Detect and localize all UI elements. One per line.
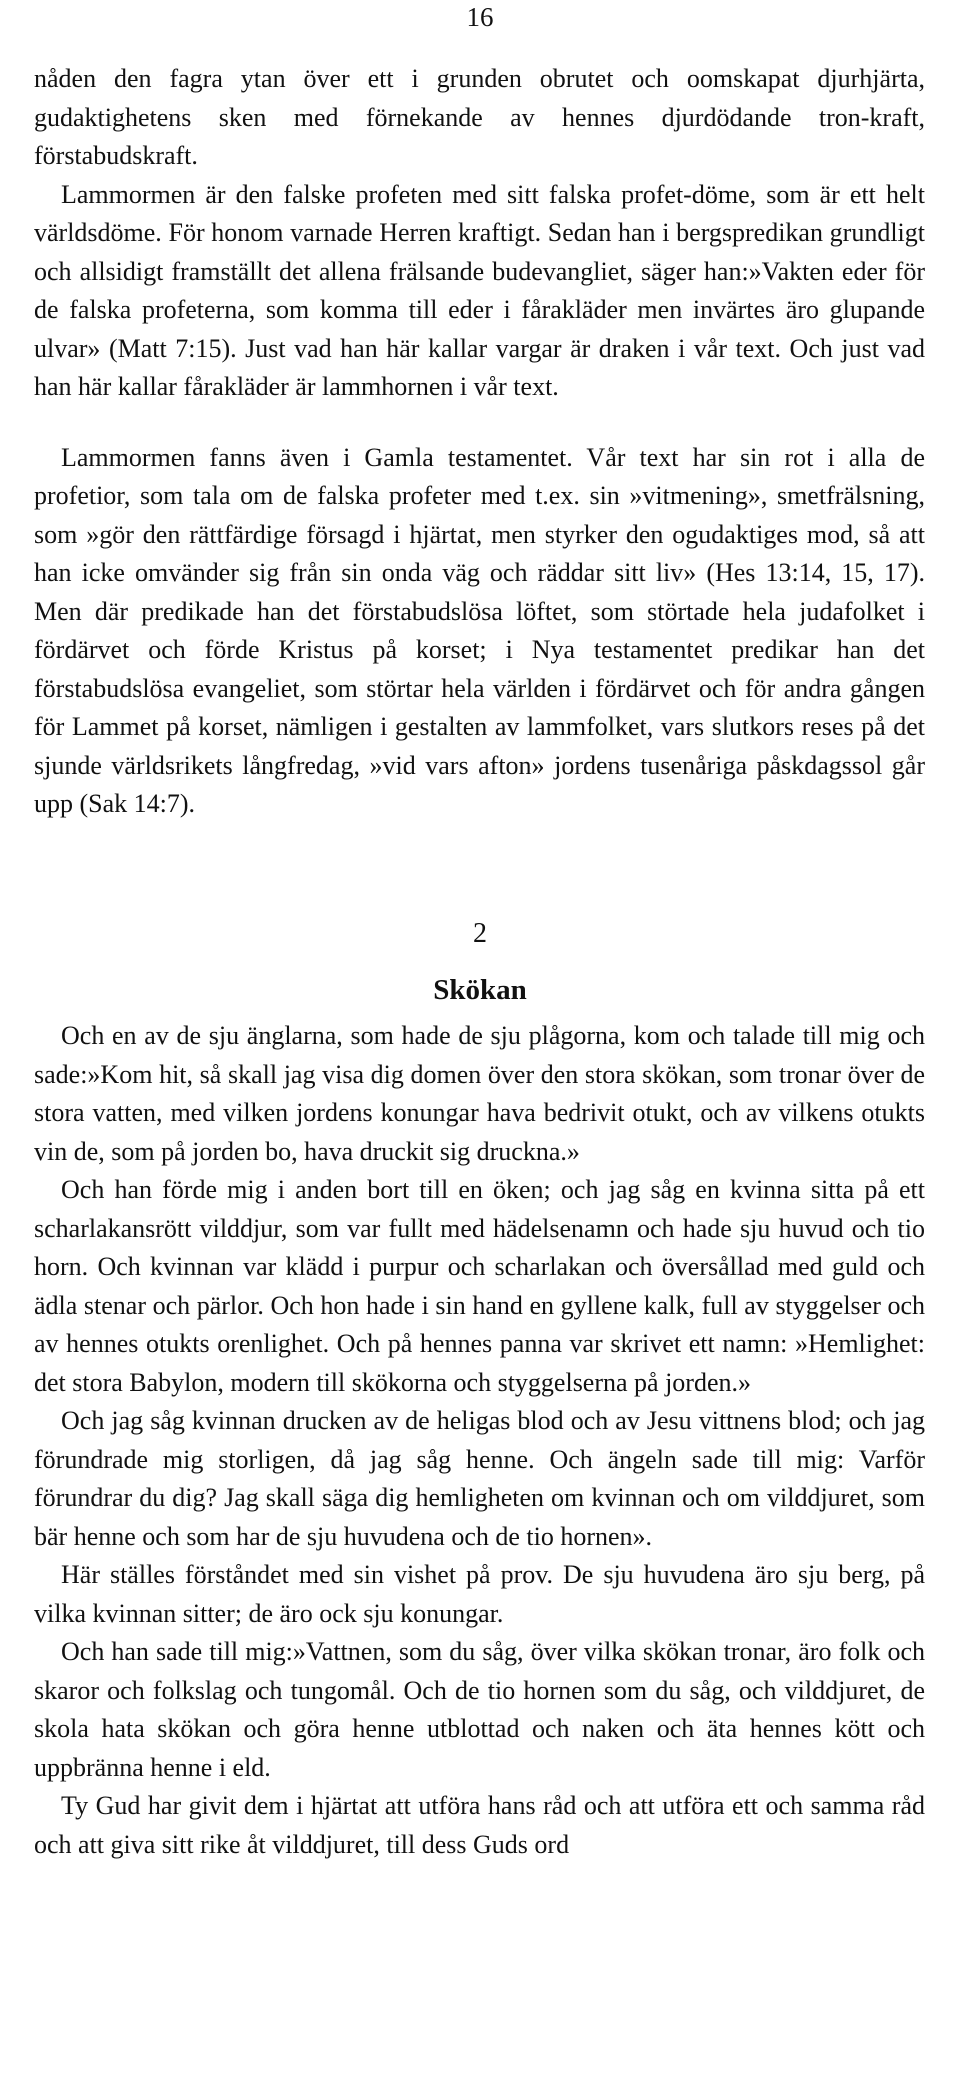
paragraph: Och han förde mig i anden bort till en öken; och jag såg en kvinna sitta på ett scharlakansrött vilddjur, som var fullt med hädelsenamn och hade sju huvud och tio horn. Och kvinnan var klädd i purpur och scharlakan och översållad med guld och ädla stenar och pärlor. Och hon hade i sin hand en gyllene kalk, full av styggelser och av hennes otukts orenlighet. Och på hennes panna var skrivet ett namn: »Hemlighet: det stora Babylon, modern till skökorna och styggelserna på jorden.» (34, 1175, 925, 1397)
paragraph: nåden den fagra ytan över ett i grunden obrutet och oomskapat djurhjärta, gudaktighetens sken med förnekande av hennes djurdödande tron-kraft, förstabudskraft. (34, 64, 925, 170)
section-one-text (34, 60, 925, 824)
paragraph: Här ställes förståndet med sin vishet på prov. De sju huvudena äro sju berg, på vilka kvinnan sitter; de äro ock sju konungar. (34, 1560, 925, 1628)
chapter-number: 2 (473, 918, 487, 949)
paragraph: Och han sade till mig:»Vattnen, som du såg, över vilka skökan tronar, äro folk och skaror och folkslag och tungomål. Och de tio hornen som du såg, och vilddjuret, de skola hata skökan och göra henne utblottad och naken och äta hennes kött och uppbränna henne i eld. (34, 1637, 925, 1782)
paragraph-gap (34, 407, 925, 439)
paragraph: Lammormen är den falske profeten med sitt falska profet-döme, som är ett helt världsdöme. För honom varnade Herren kraftigt. Sedan han i bergspredikan grundligt och allsidigt framställt det allena frälsande budevangliet, säger han:»Vakten eder för de falska profeterna, som komma till eder i fårakläder men invärtes äro glupande ulvar» (Matt 7:15). Just vad han här kallar vargar är draken i vår text. Och just vad han här kallar fårakläder är lammhornen i vår text. (34, 179, 925, 401)
chapter-title: Skökan (433, 974, 527, 1006)
page-number: 16 (466, 2, 494, 32)
section-two-text (34, 1017, 925, 1864)
paragraph: Och en av de sju änglarna, som hade de sju plågorna, kom och talade till mig och sade:»Kom hit, så skall jag visa dig domen över den stora skökan, som tronar över de stora vatten, med vilken jordens konungar hava bedrivit otukt, och av vilkens otukts vin de, som på jorden bo, hava druckit sig druckna.» (34, 1021, 925, 1166)
paragraph: Ty Gud har givit dem i hjärtat att utföra hans råd och att utföra ett och samma råd och att giva sitt rike åt vilddjuret, till dess Guds ord (34, 1791, 925, 1859)
paragraph: Lammormen fanns även i Gamla testamentet. Vår text har sin rot i alla de profetior, som tala om de falska profeter med t.ex. sin »vitmening», smetfrälsning, som »gör den rättfärdige försagd i hjärtat, men styrker den ogudaktiges mod, så att han icke omvänder sig från sin onda väg och räddar sitt liv» (Hes 13:14, 15, 17). Men där predikade han det förstabudslösa löftet, som störtade hela judafolket i fördärvet och förde Kristus på korset; i Nya testamentet predikar han det förstabudslösa evangeliet, som störtar hela världen i fördärvet och för andra gången för Lammet på korset, nämligen i gestalten av lammfolket, vars slutkors reses på det sjunde världsrikets långfredag, »vid vars afton» jordens tusenåriga påskdagssol går upp (Sak 14:7). (34, 442, 925, 818)
paragraph: Och jag såg kvinnan drucken av de heligas blod och av Jesu vittnens blod; och jag förundrade mig storligen, då jag såg henne. Och ängeln sade till mig: Varför förundrar du dig? Jag skall säga dig hemligheten om kvinnan och om vilddjuret, som bär henne och som har de sju huvudena och de tio hornen». (34, 1406, 925, 1551)
